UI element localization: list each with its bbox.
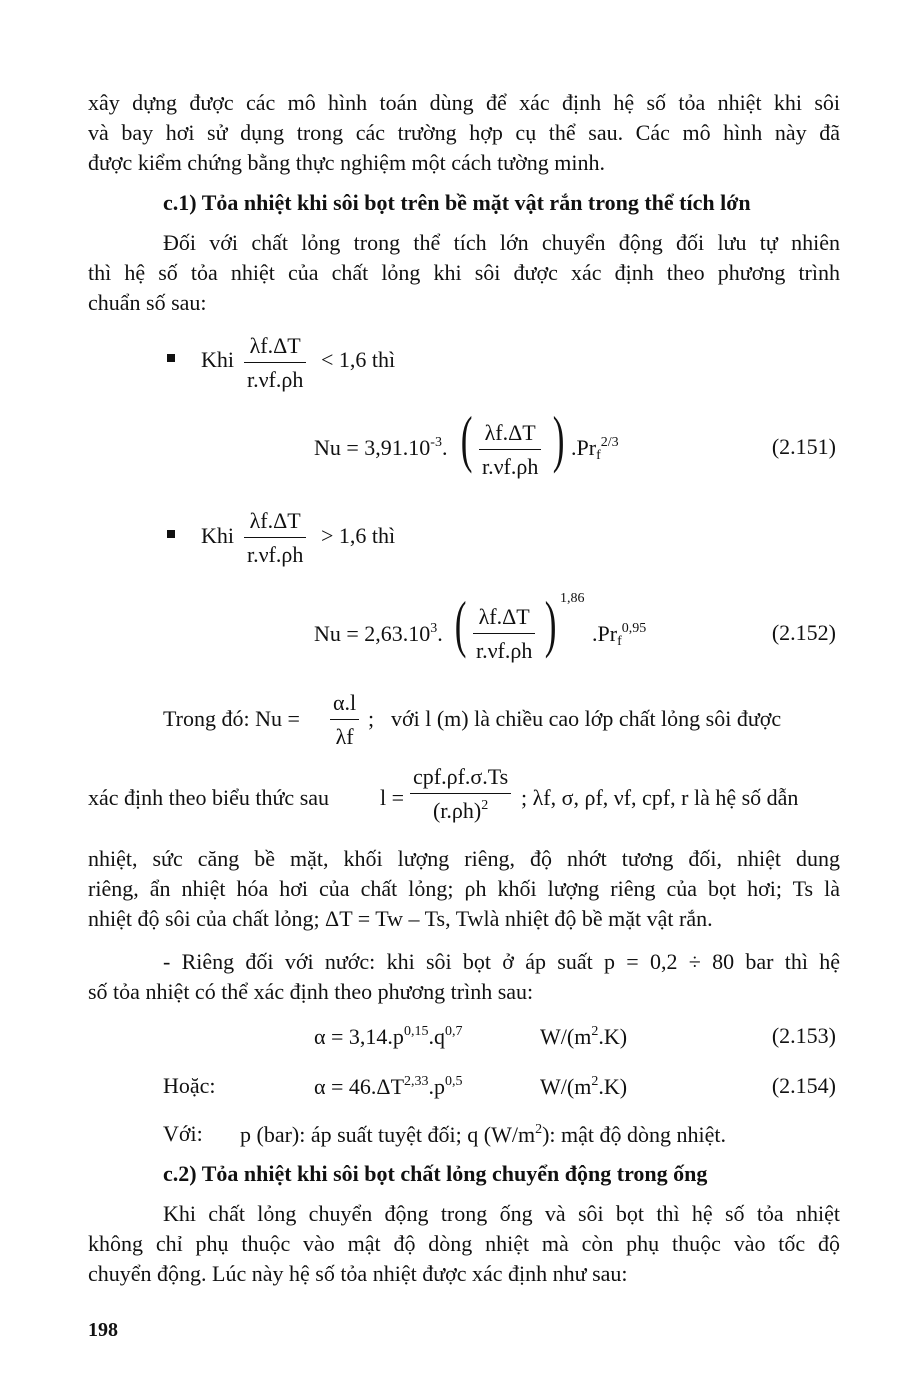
where-rest: với l (m) là chiều cao lớp chất lỏng sôi được bbox=[391, 706, 782, 731]
where2-rest: ; λf, σ, ρf, νf, cpf, r là hệ số dẫn bbox=[521, 785, 799, 810]
equation-fraction bbox=[479, 420, 541, 480]
body-line: Đối với chất lỏng trong thể tích lớn chuyển động đối lưu tự nhiên bbox=[163, 230, 840, 255]
fraction-denominator: r.νf.ρh bbox=[247, 542, 304, 567]
with-text: p (bar): áp suất tuyệt đối; q $(W/m^2)$: mật độ dòng nhiệt. bbox=[240, 1122, 727, 1147]
fraction-denominator: r.νf.ρh bbox=[482, 454, 539, 479]
section-heading-c2: c.2) Tỏa nhiệt khi sôi bọt chất lỏng chuyển động trong ống bbox=[163, 1161, 708, 1186]
condition-relation: < 1,6 thì bbox=[321, 347, 396, 372]
semicolon: ; bbox=[368, 706, 375, 731]
body-line: và bay hơi sử dụng trong các trường hợp cụ thể sau. Các mô hình này đã bbox=[88, 120, 840, 145]
fraction-denominator: λf bbox=[335, 724, 354, 749]
fraction-numerator: cpf.ρf.σ.Ts bbox=[410, 764, 511, 794]
fraction-numerator: α.l bbox=[330, 690, 359, 720]
fraction-numerator: λf.ΔT bbox=[244, 333, 306, 363]
paren-left: ( bbox=[460, 403, 473, 474]
equation-2-151: $Nu = 3,91.10^{-3}$. bbox=[314, 435, 448, 460]
fraction-numerator: λf.ΔT bbox=[244, 508, 306, 538]
fraction-denominator: $(r.\rho h)^2$ bbox=[432, 798, 489, 823]
outer-exponent: 1,86 bbox=[560, 591, 585, 606]
paren-right: ) bbox=[552, 403, 565, 474]
prandtl-term: $.Pr_f^{2/3}$ bbox=[571, 435, 619, 463]
equation-2-153: $\alpha = 3,14.p^{0,15}.q^{0,7}$ bbox=[314, 1024, 463, 1049]
with-label: Với: bbox=[163, 1121, 203, 1146]
body-line: nhiệt độ sôi của chất lỏng; ΔT = Tw – Ts, Twlà nhiệt độ bề mặt vật rắn. bbox=[88, 906, 713, 931]
condition-relation: > 1,6 thì bbox=[321, 523, 396, 548]
section-heading-c1: c.1) Tỏa nhiệt khi sôi bọt trên bề mặt vật rắn trong thể tích lớn bbox=[163, 190, 751, 215]
prandtl-term: $.Pr_f^{0,95}$ bbox=[592, 621, 647, 649]
fraction-numerator: λf.ΔT bbox=[479, 420, 541, 450]
body-line: nhiệt, sức căng bề mặt, khối lượng riêng, độ nhớt tương đối, nhiệt dung bbox=[88, 846, 840, 871]
equation-2-154: $\alpha = 46.\Delta T^{2,33}.p^{0,5}$ bbox=[314, 1074, 463, 1099]
body-line: thì hệ số tỏa nhiệt của chất lỏng khi sôi được xác định theo phương trình bbox=[88, 260, 840, 285]
body-line: được kiểm chứng bằng thực nghiệm một cách tường minh. bbox=[88, 150, 605, 175]
equation-number: (2.154) bbox=[771, 1073, 836, 1098]
paren-left: ( bbox=[454, 588, 467, 659]
body-line: chuẩn số sau: bbox=[88, 290, 207, 315]
unit: $W/(m^2.K)$ bbox=[540, 1024, 628, 1049]
nu-fraction bbox=[330, 690, 359, 750]
equation-number: (2.151) bbox=[771, 434, 836, 459]
body-line: Khi chất lỏng chuyển động trong ống và sôi bọt thì hệ số tỏa nhiệt bbox=[163, 1201, 840, 1226]
body-line: số tỏa nhiệt có thể xác định theo phương trình sau: bbox=[88, 979, 534, 1004]
equation-number: (2.152) bbox=[771, 620, 836, 645]
body-line: riêng, ẩn nhiệt hóa hơi của chất lỏng; ρh khối lượng riêng của bọt hơi; Ts là bbox=[88, 876, 840, 901]
unit: $W/(m^2.K)$ bbox=[540, 1074, 628, 1099]
condition-label: Khi bbox=[201, 347, 234, 372]
body-line: chuyển động. Lúc này hệ số tỏa nhiệt được xác định như sau: bbox=[88, 1261, 628, 1286]
fraction-numerator: λf.ΔT bbox=[473, 604, 535, 634]
condition-fraction bbox=[244, 508, 306, 568]
condition-label: Khi bbox=[201, 523, 234, 548]
fraction-denominator: r.νf.ρh bbox=[247, 367, 304, 392]
bullet-icon bbox=[167, 354, 175, 362]
equation-2-152: $Nu = 2,63.10^3$. bbox=[314, 621, 443, 646]
or-label: Hoặc: bbox=[163, 1073, 216, 1098]
bullet-icon bbox=[167, 530, 175, 538]
body-line: không chỉ phụ thuộc vào mật độ dòng nhiệt mà còn phụ thuộc vào tốc độ bbox=[88, 1231, 840, 1256]
l-lhs: l = bbox=[380, 785, 405, 810]
body-line: xây dựng được các mô hình toán dùng để xác định hệ số tỏa nhiệt khi sôi bbox=[88, 90, 840, 115]
where-lead: Trong đó: Nu = bbox=[163, 706, 300, 731]
l-fraction bbox=[410, 764, 511, 824]
equation-fraction bbox=[473, 604, 535, 664]
page-number: 198 bbox=[88, 1319, 118, 1341]
paren-right: ) bbox=[544, 588, 557, 659]
body-line: - Riêng đối với nước: khi sôi bọt ở áp suất p = 0,2 ÷ 80 bar thì hệ bbox=[163, 949, 840, 974]
where2-lead: xác định theo biểu thức sau bbox=[88, 785, 330, 810]
condition-fraction bbox=[244, 333, 306, 393]
equation-number: (2.153) bbox=[771, 1023, 836, 1048]
fraction-denominator: r.νf.ρh bbox=[476, 638, 533, 663]
